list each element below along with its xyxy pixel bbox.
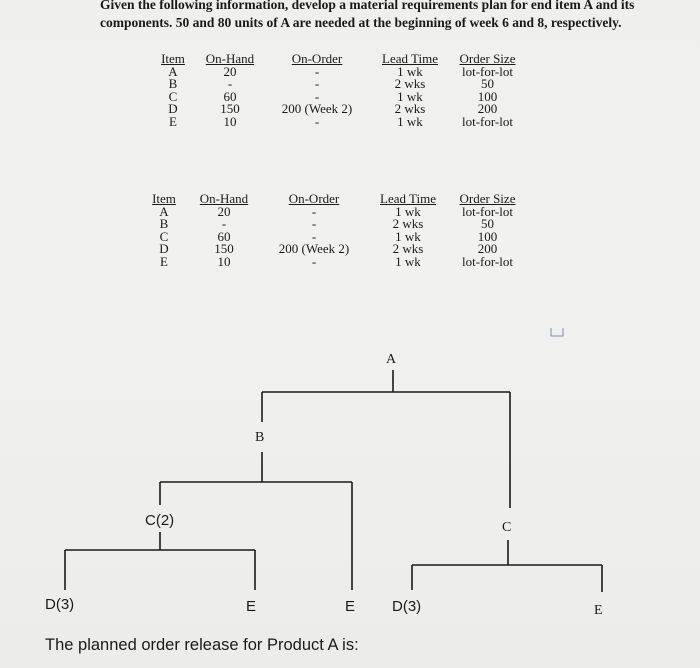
intro-line-1: Given the following information, develop a material requirements plan for end item A and its: [100, 0, 635, 12]
on-hand-cell: 20: [217, 203, 231, 219]
header-on-hand: On-Hand: [205, 51, 255, 66]
lead-time-cell: 1 wk: [395, 203, 421, 219]
tree-node-a: A: [386, 352, 397, 367]
tree-node-e-right: E: [594, 603, 603, 618]
on-hand-cell: 60: [217, 228, 231, 244]
on-order-cell: -: [311, 216, 317, 231]
on-order-cell: -: [314, 76, 320, 91]
on-order-cell: -: [311, 203, 317, 219]
item-cell: C: [168, 88, 178, 104]
on-order-cell: -: [314, 88, 320, 104]
tree-node-d-right: D(3): [392, 598, 422, 615]
on-hand-cell: 150: [220, 101, 240, 116]
header-on-order: On-Order: [288, 191, 340, 206]
on-order-cell: 200 (Week 2): [278, 241, 350, 256]
header-lead-time: Lead Time: [380, 191, 436, 206]
order-size-cell: lot-for-lot: [461, 113, 513, 129]
header-lead-time: Lead Time: [382, 51, 438, 66]
on-order-cell: -: [314, 113, 320, 129]
order-size-cell: 200: [477, 101, 498, 116]
header-item: Item: [161, 51, 185, 66]
tree-node-c-right: C: [502, 520, 512, 535]
item-cell: A: [168, 63, 178, 79]
on-hand-cell: 150: [214, 241, 234, 256]
item-cell: B: [159, 216, 169, 231]
order-size-cell: 50: [481, 216, 494, 231]
tree-node-b: B: [255, 430, 265, 445]
lead-time-cell: 2 wks: [392, 241, 424, 256]
tree-node-c-left: C(2): [145, 512, 175, 529]
header-order-size: Order Size: [459, 51, 516, 66]
item-cell: E: [169, 113, 177, 129]
lead-time-cell: 1 wk: [397, 88, 423, 104]
on-hand-cell: 10: [217, 253, 231, 269]
order-size-cell: 100: [477, 88, 498, 104]
tree-node-e-mid: E: [345, 598, 356, 615]
lead-time-cell: 1 wk: [395, 228, 421, 244]
on-hand-cell: 60: [223, 88, 237, 104]
order-size-cell: 50: [481, 76, 494, 91]
tree-node-e-left: E: [246, 598, 257, 615]
order-size-cell: lot-for-lot: [461, 63, 513, 79]
item-cell: B: [168, 76, 178, 91]
on-hand-cell: 10: [223, 113, 237, 129]
on-order-cell: -: [311, 228, 317, 244]
on-order-cell: -: [314, 63, 320, 79]
question-prompt: The planned order release for Product A is:: [45, 636, 359, 654]
item-cell: A: [159, 203, 169, 219]
item-cell: E: [160, 253, 168, 269]
order-size-cell: lot-for-lot: [461, 253, 513, 269]
lead-time-cell: 1 wk: [397, 63, 423, 79]
header-on-order: On-Order: [291, 51, 343, 66]
on-hand-cell: -: [227, 76, 233, 91]
order-size-cell: 200: [477, 241, 498, 256]
lead-time-cell: 2 wks: [394, 76, 426, 91]
order-size-cell: 100: [477, 228, 498, 244]
order-size-cell: lot-for-lot: [461, 203, 513, 219]
tree-node-d-left: D(3): [45, 596, 75, 613]
header-item: Item: [152, 191, 176, 206]
lead-time-cell: 2 wks: [392, 216, 424, 231]
intro-line-2: components. 50 and 80 units of A are needed at the beginning of week 6 and 8, respectively.: [100, 15, 622, 30]
lead-time-cell: 1 wk: [395, 253, 421, 269]
header-order-size: Order Size: [459, 191, 516, 206]
item-cell: C: [159, 228, 169, 244]
lead-time-cell: 2 wks: [394, 101, 426, 116]
on-order-cell: 200 (Week 2): [281, 101, 353, 116]
lead-time-cell: 1 wk: [397, 113, 423, 129]
on-order-cell: -: [311, 253, 317, 269]
item-cell: D: [168, 101, 178, 116]
on-hand-cell: -: [221, 216, 227, 231]
on-hand-cell: 20: [223, 63, 237, 79]
header-on-hand: On-Hand: [199, 191, 249, 206]
item-cell: D: [159, 241, 169, 256]
